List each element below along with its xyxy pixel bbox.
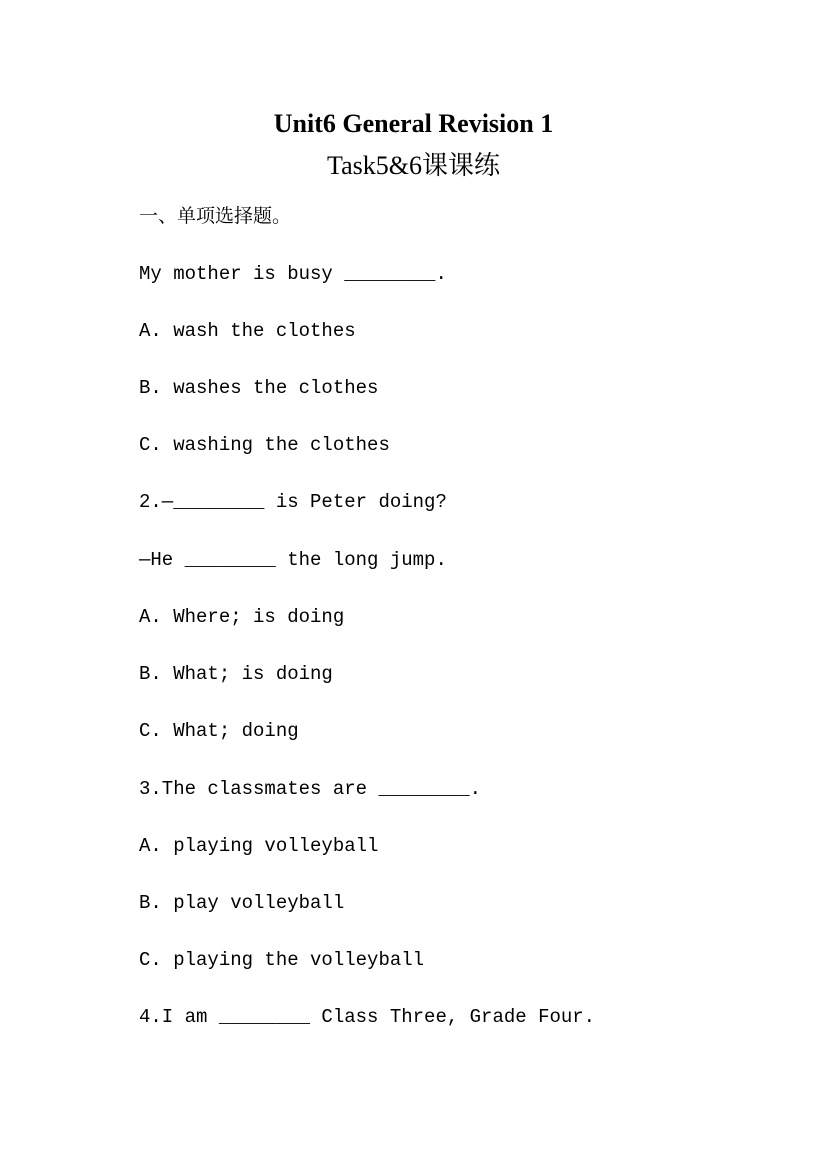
question-1-stem: My mother is busy ________. bbox=[139, 263, 447, 285]
question-3-stem: 3.The classmates are ________. bbox=[139, 778, 482, 800]
question-3-option-c: C. playing the volleyball bbox=[139, 949, 425, 971]
question-3-option-a: A. playing volleyball bbox=[139, 835, 379, 857]
document-title: Unit6 General Revision 1 bbox=[273, 109, 554, 138]
question-2-response: —He ________ the long jump. bbox=[139, 549, 447, 571]
question-3-option-b: B. play volleyball bbox=[139, 892, 345, 914]
question-1-option-b: B. washes the clothes bbox=[139, 377, 379, 399]
question-2-option-a: A. Where; is doing bbox=[139, 606, 345, 628]
question-1-option-c: C. washing the clothes bbox=[139, 434, 390, 456]
question-2-option-c: C. What; doing bbox=[139, 720, 299, 742]
question-2-stem: 2.—________ is Peter doing? bbox=[139, 491, 447, 513]
section-heading: 一、单项选择题。 bbox=[139, 205, 292, 227]
question-4-stem: 4.I am ________ Class Three, Grade Four. bbox=[139, 1006, 596, 1028]
question-1-option-a: A. wash the clothes bbox=[139, 320, 356, 342]
question-2-option-b: B. What; is doing bbox=[139, 663, 333, 685]
document-subtitle: Task5&6课课练 bbox=[327, 151, 500, 180]
